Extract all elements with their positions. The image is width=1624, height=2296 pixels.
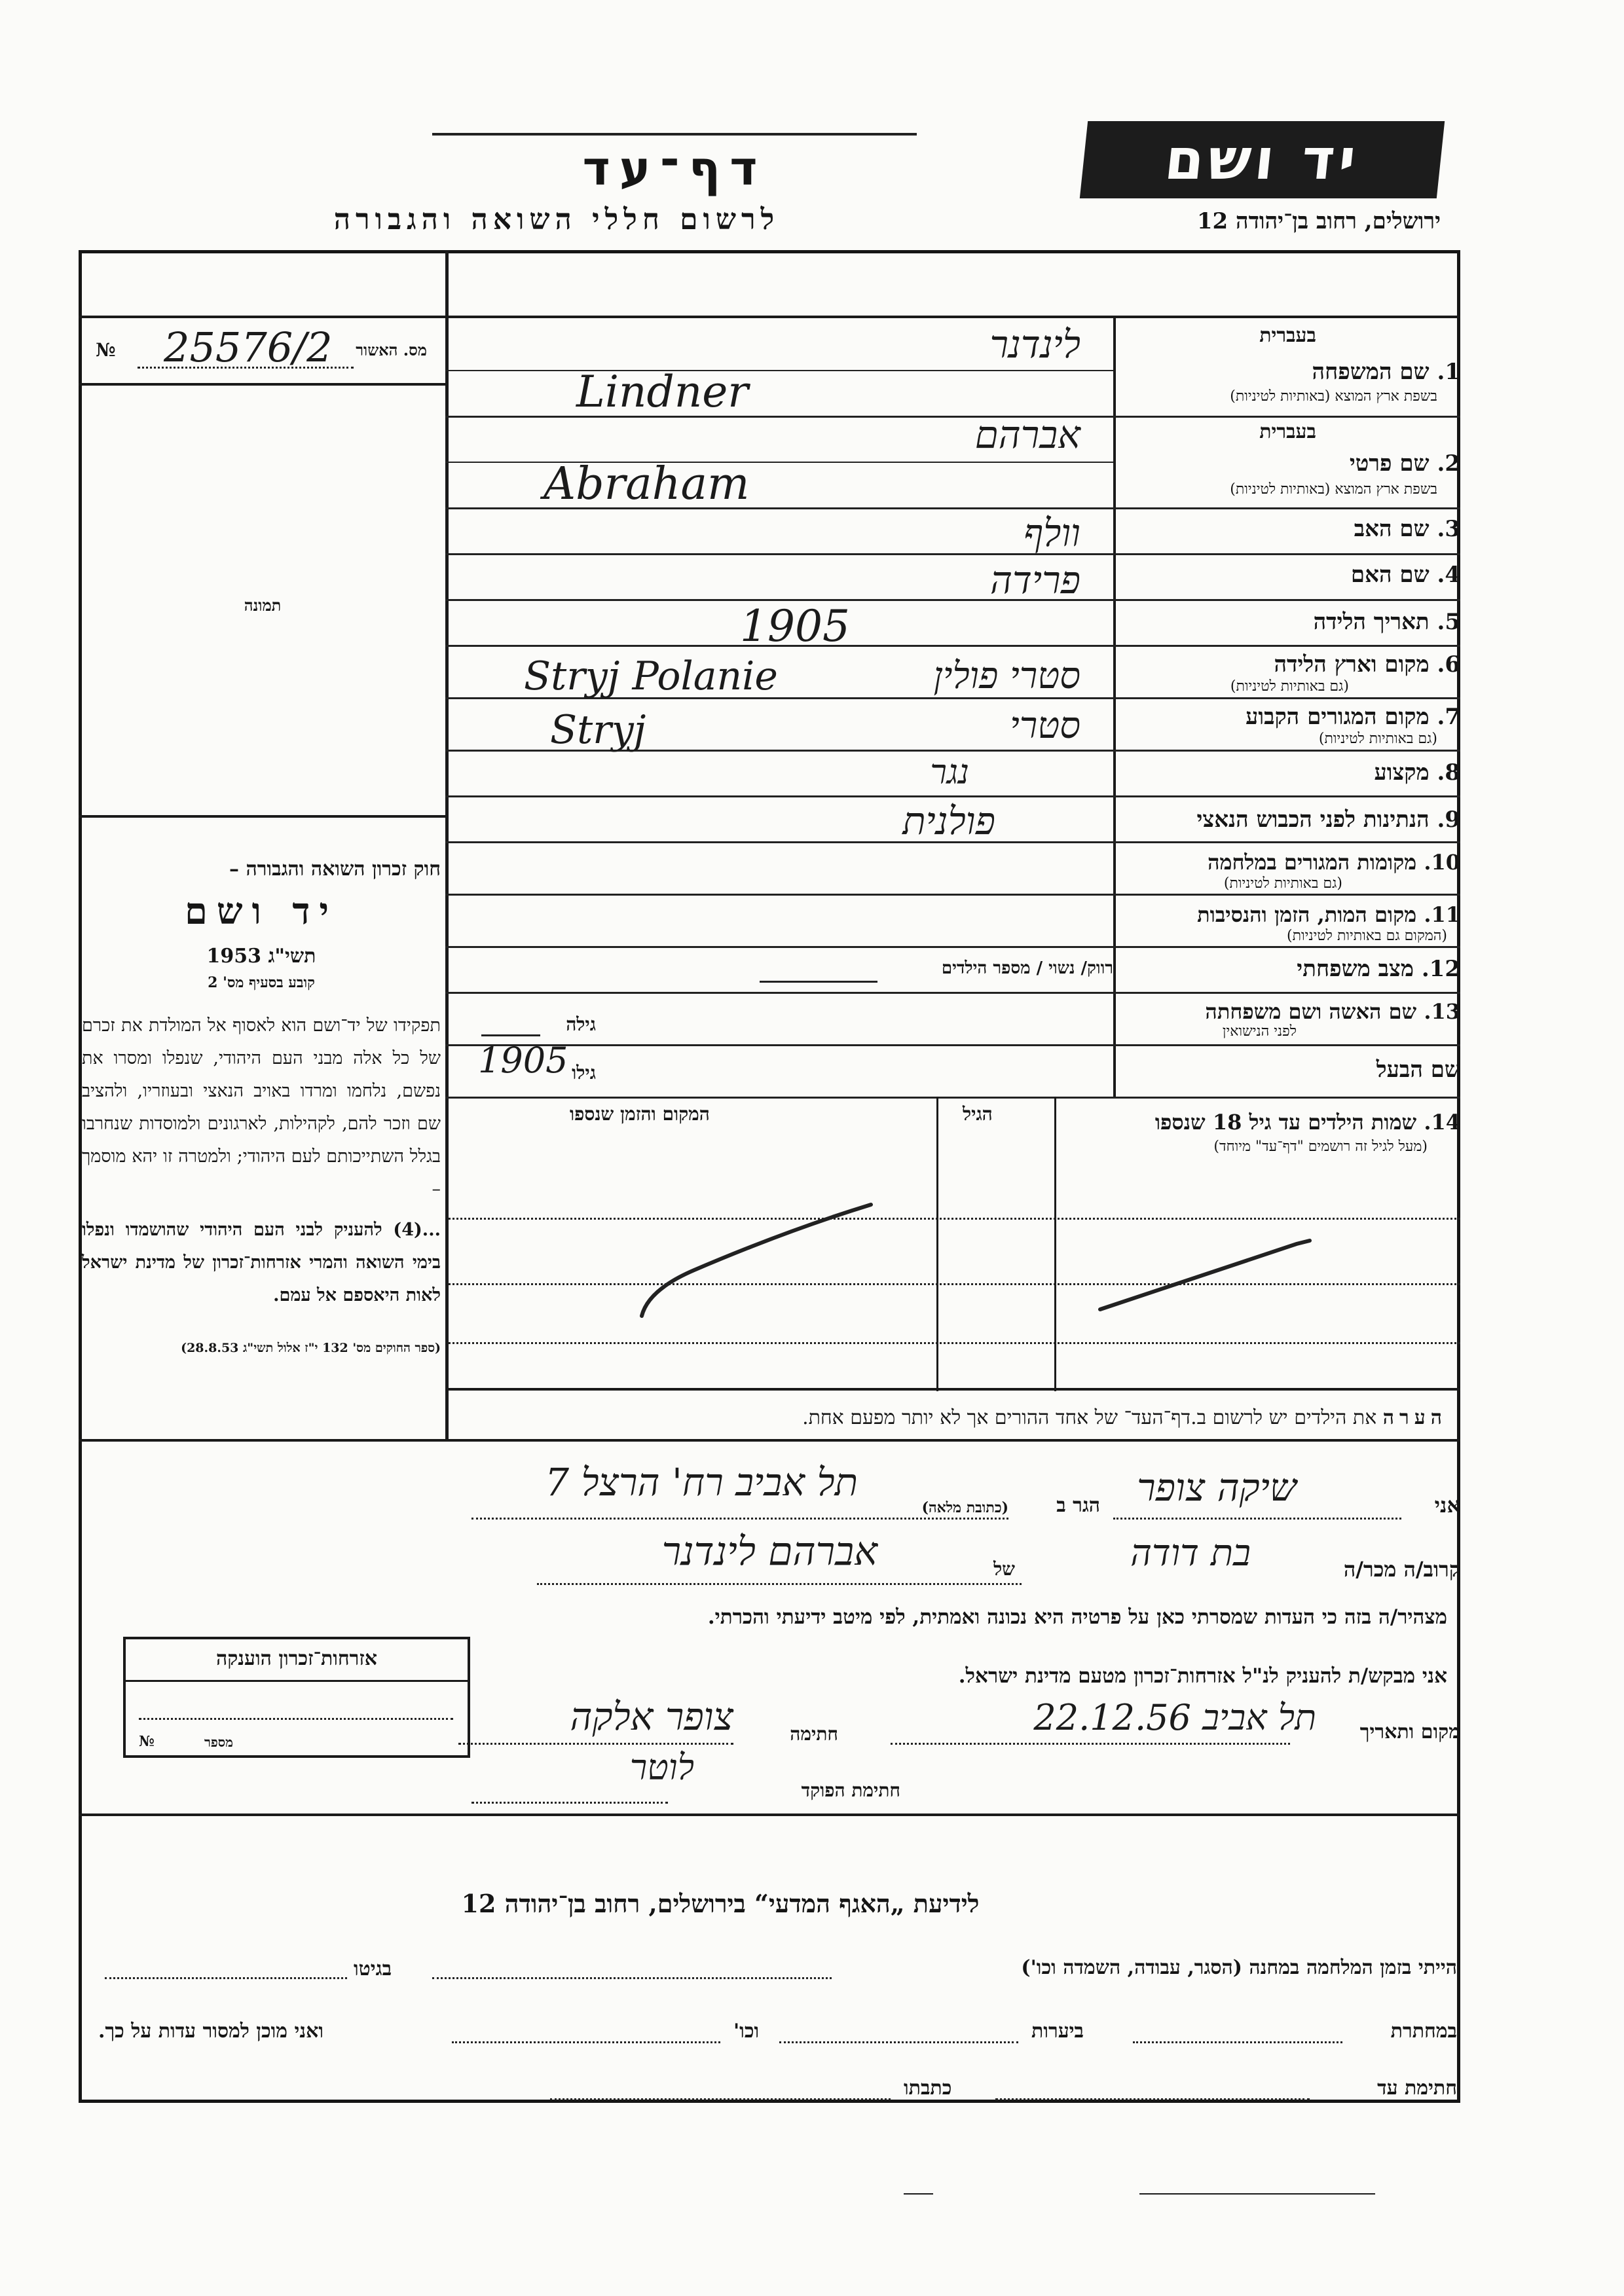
bottom-address: כתבתו bbox=[904, 2077, 952, 2100]
cross-out-stroke-left bbox=[642, 1205, 871, 1316]
form-title: דף־עד bbox=[582, 141, 767, 196]
field-6-hebrew-value: סטרי פולין bbox=[933, 655, 1080, 697]
form-subtitle: לרשום חללי השואה והגבורה bbox=[333, 203, 780, 236]
decl-name-value: שיקה צופר bbox=[1137, 1465, 1297, 1510]
children-col-age: הגיל bbox=[963, 1103, 993, 1125]
children-col-place: המקום והזמן שנספו bbox=[570, 1103, 710, 1125]
field-1-latin-value: Lindner bbox=[576, 367, 748, 417]
decl-of-label: של bbox=[993, 1558, 1015, 1580]
field-1-sub: בשפת ארץ המוצא (באותיות לטיניות) bbox=[1230, 388, 1437, 405]
decl-clerk-label: חתימת הפוקד bbox=[801, 1779, 900, 1801]
citizenship-box-line bbox=[126, 1680, 468, 1682]
decl-relative-label: קרוב/ה מכר/ה bbox=[1343, 1557, 1460, 1582]
bottom-ready: ואני מוכן למסור עדות על כך. bbox=[98, 2020, 324, 2043]
law-paragraph-1: תפקידו של יד־ושם הוא לאסוף אל המולדת את זכרם של כל אלה מבני העם היהודי, שנפלו ומסרו את נפשם, נלחמו ומרדו באויב הנאצי ובעוזריו, ולהציב שם וזכר להם, לקהילות, לארגונים ולמוסדות שנחרבו בגלל השתייכותם לעם היהודי; ולמטרה זו יהא מוסמך – bbox=[82, 1015, 441, 1199]
field-3-value: וולף bbox=[1024, 511, 1080, 555]
field-8-value: נגר bbox=[930, 753, 969, 792]
logo-text: יד ושם bbox=[1162, 127, 1363, 192]
in-hebrew-label-2: בעברית bbox=[1259, 420, 1316, 443]
field-6-latin-value: Stryj Polanie bbox=[524, 653, 778, 699]
photo-label: תמונה bbox=[244, 596, 282, 615]
field-5-label: 5. תאריך הלידה bbox=[1313, 609, 1460, 635]
children-label: 14. שמות הילדים עד גיל 18 שנספו bbox=[1154, 1110, 1460, 1135]
decl-i-label: אני bbox=[1434, 1493, 1460, 1518]
cross-out-stroke-right bbox=[1100, 1241, 1310, 1309]
citizenship-box-number-label: מספר bbox=[204, 1734, 233, 1750]
law-title-yad-vashem: יד ושם bbox=[184, 890, 339, 933]
note-top-line bbox=[445, 1388, 1460, 1391]
bottom-wartime: הייתי בזמן המלחמה במחנה (הסגר, עבודה, השמדה וכו') bbox=[1021, 1956, 1457, 1979]
bottom-etc: וכו' bbox=[733, 2020, 760, 2043]
husband-age-value: 1905 bbox=[478, 1040, 568, 1081]
approval-no-mark: № bbox=[96, 339, 116, 361]
children-sub: (מעל לגיל זה רושמים "דף־עד" מיוחד) bbox=[1213, 1139, 1428, 1155]
decl-clerk-line bbox=[471, 1802, 668, 1804]
field-2-latin-value: Abraham bbox=[544, 458, 750, 510]
decl-name-line bbox=[1113, 1518, 1401, 1520]
decl-of-value: אברהם לינדנר bbox=[661, 1529, 877, 1575]
in-hebrew-label-1: בעברית bbox=[1259, 324, 1316, 347]
bottom-witness-line bbox=[995, 2098, 1310, 2100]
citizenship-box-dots bbox=[139, 1718, 453, 1720]
bottom-wartime-line bbox=[432, 1977, 832, 1979]
bottom-hiding: במחתרת bbox=[1390, 2020, 1457, 2043]
decl-resides-label: הגר ב bbox=[1056, 1494, 1100, 1517]
husband-label: שם הבעל bbox=[1376, 1057, 1460, 1083]
field-13-sub: לפני הנישואין bbox=[1222, 1023, 1297, 1040]
bottom-ghetto-line bbox=[105, 1977, 347, 1979]
law-title: חוק זכרון השואה והגבורה – bbox=[229, 858, 441, 881]
decl-signature-line bbox=[458, 1743, 733, 1745]
decl-signature-label: חתימה bbox=[790, 1723, 838, 1745]
field-13-label: 13. שם האשה ושם משפחתה bbox=[1205, 999, 1460, 1024]
field-4-label: 4. שם האם bbox=[1350, 562, 1460, 588]
law-paragraph-2: ...(4) להעניק לבני העם היהודי שהושמדו ונפלו בימי השואה והמרי אזרחות־זכרון של מדינת ישראל לאות היאספם אל עמם. bbox=[82, 1220, 441, 1305]
field-2-sub: בשפת ארץ המוצא (באותיות לטיניות) bbox=[1230, 481, 1437, 498]
stray-mark bbox=[1139, 2193, 1375, 2195]
wife-age-label: גילה bbox=[566, 1013, 596, 1035]
note-text: את הילדים יש לרשום ב.דף־העד־ של אחד ההורים אך לא יותר מפעם אחת. bbox=[802, 1406, 1377, 1429]
field-12-label: 12. מצב משפחתי bbox=[1297, 956, 1460, 982]
decl-address-hint: (כתובת מלאה) bbox=[921, 1499, 1008, 1516]
field-11-label: 11. מקום המות, הזמן והנסיבות bbox=[1197, 902, 1460, 927]
field-1-hebrew-value: לינדנר bbox=[989, 322, 1080, 367]
field-7-sub: (גם באותיות לטיניות) bbox=[1318, 731, 1437, 747]
citizenship-box bbox=[123, 1637, 470, 1758]
decl-of-line bbox=[537, 1583, 1022, 1585]
citizenship-box-title: אזרחות־זכרון הוענקה bbox=[215, 1647, 378, 1670]
note-label: הערה bbox=[1382, 1406, 1447, 1429]
bottom-witness-sig: חתימת עד bbox=[1377, 2077, 1457, 2100]
decl-place-date-label: מקום ותאריך bbox=[1359, 1721, 1460, 1743]
husband-age-label: גילו bbox=[572, 1062, 596, 1084]
field-8-label: 8. מקצוע bbox=[1374, 759, 1460, 786]
field-3-label: 3. שם האב bbox=[1354, 516, 1460, 542]
decl-place-date-value: תל אביב 22.12.56 bbox=[1033, 1697, 1316, 1738]
approval-label: מס. האשור bbox=[356, 340, 427, 359]
marital-options: רווק/ נשוי / מספר הילדים bbox=[941, 958, 1113, 978]
note-bottom-line bbox=[79, 1439, 1460, 1442]
field-11-sub: (המקום גם באותיות לטיניות) bbox=[1287, 928, 1447, 944]
field-5-value: 1905 bbox=[740, 601, 850, 651]
field-9-value: פולנית bbox=[902, 799, 995, 843]
decl-relation-value: בת דודה bbox=[1130, 1532, 1251, 1575]
note bbox=[655, 1406, 1447, 1429]
decl-clerk-value: לוטר bbox=[629, 1747, 694, 1788]
decl-signature-value: צופר אלקה bbox=[570, 1694, 733, 1739]
bottom-hiding-line bbox=[1133, 2041, 1342, 2043]
field-6-label: 6. מקום וארץ הלידה bbox=[1274, 651, 1460, 678]
stray-mark bbox=[904, 2193, 933, 2195]
header-address: ירושלים, רחוב בן־יהודה 12 bbox=[1196, 208, 1441, 234]
field-6-sub: (גם באותיות לטיניות) bbox=[1230, 678, 1349, 695]
law-year: תשי"ג 1953 bbox=[206, 945, 316, 968]
citizenship-box-no-mark: № bbox=[139, 1733, 155, 1750]
bottom-etc-line bbox=[452, 2041, 720, 2043]
decl-address-line bbox=[471, 1518, 1008, 1520]
field-4-value: פרידה bbox=[989, 558, 1080, 602]
field-7-latin-value: Stryj bbox=[550, 707, 646, 753]
bottom-heading: לידיעת „האגף המדעי“ בירושלים, רחוב בן־יהודה 12 bbox=[461, 1889, 980, 1918]
law-clause: קובע בסעיף מס' 2 bbox=[208, 974, 315, 991]
field-10-sub: (גם באותיות לטיניות) bbox=[1223, 875, 1342, 892]
declaration-bottom-line bbox=[79, 1813, 1460, 1816]
decl-statement: מצהיר/ה בזה כי העדות שמסרתי כאן על פרטיה היא נכונה ואמתית, לפי מיטב ידיעתי והכרתי. bbox=[707, 1605, 1447, 1629]
field-1-title: שם המשפחה bbox=[1312, 359, 1430, 385]
field-2-hebrew-value: אברהם bbox=[974, 412, 1080, 457]
decl-place-date-line bbox=[891, 1743, 1290, 1745]
bottom-forests-line bbox=[779, 2041, 1018, 2043]
decl-address-value: תל אביב רח' הרצל 7 bbox=[545, 1460, 858, 1504]
bottom-ghetto: בגיטו bbox=[354, 1958, 392, 1980]
field-9-label: 9. הנתינות לפני הכבוש הנאצי bbox=[1196, 807, 1460, 833]
approval-number: 25576/2 bbox=[164, 323, 333, 371]
bottom-forests: ביערות bbox=[1031, 2020, 1084, 2043]
bottom-address-line bbox=[550, 2098, 891, 2100]
field-7-label: 7. מקום המגורים הקבוע bbox=[1246, 704, 1460, 730]
decl-request: אני מבקש/ת להעניק לנ"ל אזרחות־זכרון מטעם מדינת ישראל. bbox=[958, 1664, 1447, 1688]
field-1-num: 1. bbox=[1437, 359, 1460, 385]
field-10-label: 10. מקומות המגורים במלחמה bbox=[1208, 850, 1460, 875]
field-7-hebrew-value: סטרי bbox=[1010, 704, 1080, 747]
law-source: (ספר החוקים מס' 132 י"ז אלול תשי"ג 28.8.53) bbox=[181, 1341, 441, 1355]
field-2-label: 2. שם פרטי bbox=[1349, 450, 1460, 477]
